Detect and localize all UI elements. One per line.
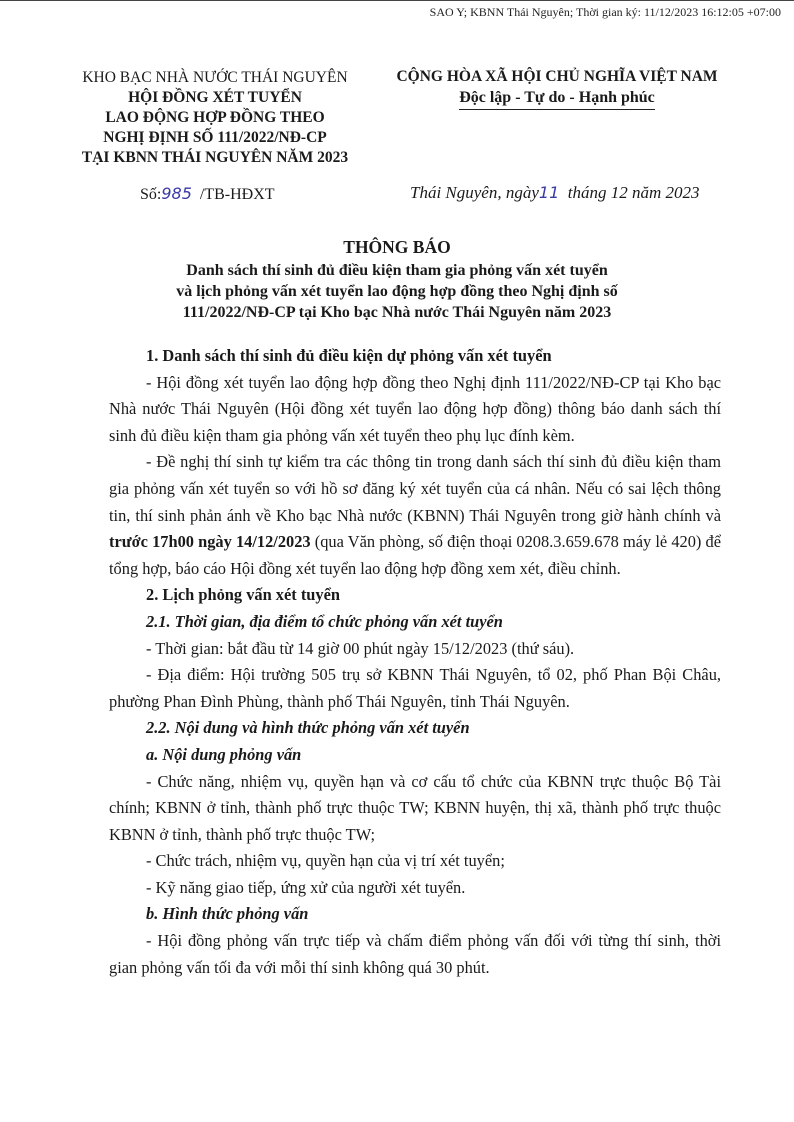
date-prefix: Thái Nguyên, ngày (410, 183, 539, 202)
section-2-2-heading: 2.2. Nội dung và hình thức phỏng vấn xét tuyển (146, 718, 470, 738)
handwritten-number: 985 (161, 184, 192, 203)
section-1-paragraph-2 (109, 449, 721, 582)
section-1-heading: 1. Danh sách thí sinh đủ điều kiện dự phỏng vấn xét tuyển (146, 346, 552, 365)
content-item-1: - Chức năng, nhiệm vụ, quyền hạn và cơ cấu tổ chức của KBNN trực thuộc Bộ Tài chính; KBNN ở tỉnh, thành phố trực thuộc TW; KBNN huyện, thị xã, thành phố trực thuộc KBNN ở tỉnh, thành phố trực thuộc TW; (109, 771, 721, 844)
document-date (410, 183, 700, 203)
issuer-line-2: LAO ĐỘNG HỢP ĐỒNG THEO (105, 109, 325, 126)
issuer-line-4: TẠI KBNN THÁI NGUYÊN NĂM 2023 (81, 149, 349, 166)
paragraph-2-end: (qua Văn phòng, số điện thoại 0208.3.659.678 máy lẻ 420) để tổng hợp, báo cáo Hội đồng xét tuyển lao động hợp đồng xem xét, điều chỉnh. (109, 532, 721, 578)
title-sub-3: 111/2022/NĐ-CP tại Kho bạc Nhà nước Thái Nguyên năm 2023 (182, 304, 612, 321)
issuer-org: KHO BẠC NHÀ NƯỚC THÁI NGUYÊN (82, 69, 348, 86)
issuer-line-1: HỘI ĐỒNG XÉT TUYỂN (128, 89, 302, 106)
title-sub-2: và lịch phỏng vấn xét tuyển lao động hợp đồng theo Nghị định số (176, 283, 618, 300)
content-item-3: - Kỹ năng giao tiếp, ứng xử của người xét tuyển. (146, 877, 466, 897)
issuer-line-3: NGHỊ ĐỊNH SỐ 111/2022/NĐ-CP (103, 129, 327, 146)
issuer-header (60, 68, 370, 168)
notice-title (90, 237, 704, 323)
section-2-heading: 2. Lịch phỏng vấn xét tuyển (146, 585, 340, 605)
section-1-paragraph-1: - Hội đồng xét tuyển lao động hợp đồng theo Nghị định 111/2022/NĐ-CP tại Kho bạc Nhà nước Thái Nguyên (Hội đồng xét tuyển lao động hợp đồng) thông báo danh sách thí sinh đủ điều kiện tham gia phỏng vấn xét tuyển theo phụ lục đính kèm. (109, 372, 721, 445)
national-motto: Độc lập - Tự do - Hạnh phúc (459, 87, 655, 110)
section-2-1-heading: 2.1. Thời gian, địa điểm tổ chức phỏng vấn xét tuyển (146, 611, 503, 631)
section-a-heading: a. Nội dung phỏng vấn (146, 744, 302, 764)
national-header (384, 66, 730, 110)
document-number (140, 184, 275, 204)
country-name: CỘNG HÒA XÃ HỘI CHỦ NGHĨA VIỆT NAM (396, 68, 718, 85)
deadline: trước 17h00 ngày 14/12/2023 (109, 532, 311, 552)
title-sub-1: Danh sách thí sinh đủ điều kiện tham gia phỏng vấn xét tuyển (186, 262, 608, 279)
number-suffix: /TB-HĐXT (199, 186, 275, 203)
title-main: THÔNG BÁO (343, 237, 451, 257)
number-prefix: Số: (140, 186, 162, 203)
notice-body (109, 343, 721, 981)
format-item-1: - Hội đồng phỏng vấn trực tiếp và chấm điểm phỏng vấn đối với từng thí sinh, thời gian phỏng vấn tối đa với mỗi thí sinh không quá 30 phút. (109, 931, 721, 977)
section-b-heading: b. Hình thức phỏng vấn (146, 904, 309, 924)
date-suffix: tháng 12 năm 2023 (567, 183, 700, 202)
interview-time: - Thời gian: bắt đầu từ 14 giờ 00 phút ngày 15/12/2023 (thứ sáu). (146, 638, 575, 658)
interview-place: - Địa điểm: Hội trường 505 trụ sở KBNN Thái Nguyên, tổ 02, phố Phan Bội Châu, phường Phan Đình Phùng, thành phố Thái Nguyên, tỉnh Thái Nguyên. (109, 665, 721, 711)
content-item-2: - Chức trách, nhiệm vụ, quyền hạn của vị trí xét tuyển; (146, 851, 505, 871)
digital-signature-stamp: SAO Y; KBNN Thái Nguyên; Thời gian ký: 11/12/2023 16:12:05 +07:00 (429, 5, 781, 19)
handwritten-day: 11 (538, 183, 560, 202)
paragraph-2-start: - Đề nghị thí sinh tự kiểm tra các thông tin trong danh sách thí sinh đủ điều kiện tham gia phỏng vấn xét tuyển so với hồ sơ đăng ký xét tuyển của cá nhân. Nếu có sai lệch thông tin, thí sinh phản ánh về Kho bạc Nhà nước (KBNN) Thái Nguyên trong giờ hành chính và (109, 452, 721, 525)
